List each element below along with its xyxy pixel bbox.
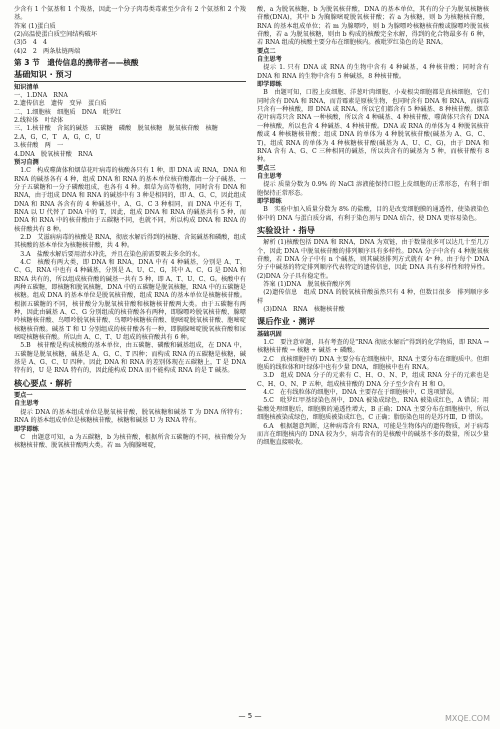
continued-text: 酸，a 为脱氧核糖，b 为脱氧核苷酸，DNA 的基本单位，其有的分子为脱氧核糖核苷酸(DNA)，其中 b 为胸腺嘧啶脱氧核苷酸；若 a 为核糖，则 b 为核糖核苷酸，RNA 的基本组成单位；若 m 为腺嘌呤，则 b 为腺嘌呤核糖核苷酸或腺嘌呤脱氧核苷酸，若 a 为脱氧核糖，则由 b 构成的核酸完全水解，得到的化合物最多有 6 种，若 RNA 组成的核酸主要分布在细胞核内。被吡罗红染色的是 RNA。	[257, 6, 489, 47]
watermark: MXQE.COM	[444, 714, 490, 723]
divider	[257, 328, 489, 329]
homework-item: 5.C 吡罗红甲基绿染色剂中，DNA 被染成绿色，RNA 被染成红色，A 错误；用盐酸处理细胞后，细胞膜的通透性增大，B 正确；DNA 主要分布在细胞核中，所以细胞核被染成绿色，细胞质被染成红色，C 正确；脂肪染色用的是苏丹Ⅲ，D 错误。	[257, 397, 489, 422]
self-test-item: 4.C 核酸有两大类，即 DNA 和 RNA，DNA 中有 4 种碱基，分别是 A、T、C、G，RNA 中也有 4 种碱基，分别是 A、U、C、G，其中 A、C、G 是 DNA 和 RNA 共有的，所以组成核苷酸的碱基一共有 5 种，即 A、T、U、C、G。核酸中有两种五碳糖，即核糖和脱氧核糖，DNA 中的五碳糖是脱氧核糖，RNA 中的五碳糖是核糖。组成 DNA 的基本单位是脱氧核苷酸，组成 RNA 的基本单位是核糖核苷酸。根据五碳糖的不同，核苷酸分为脱氧核苷酸和核糖核苷酸两大类。由于五碳糖有两种，因此由碱基 A、C、G 分别组成的核苷酸各有两种，即腺嘌呤脱氧核苷酸、腺嘌呤核糖核苷酸、鸟嘌呤脱氧核苷酸、鸟嘌呤核糖核苷酸、胞嘧啶脱氧核苷酸、胞嘧啶核糖核苷酸。碱基 T 和 U 分别组成的核苷酸各有一种，即胸腺嘧啶脱氧核苷酸和尿嘧啶核糖核苷酸。所以由 A、C、T、U 组成的核苷酸共有 6 种。	[14, 258, 246, 342]
think-heading: 自主思考	[257, 56, 282, 64]
list-item: 三、1.核苷酸 含氮的碱基 五碳糖 磷酸 脱氧核糖 脱氧核苷酸 核糖	[14, 125, 218, 133]
think-heading: 自主思考	[14, 400, 39, 408]
list-item: 3.核苷酸 两 一	[14, 142, 64, 150]
think-heading: 自主思考	[257, 172, 282, 180]
list-heading: 知识清单	[14, 83, 39, 91]
list-item: 2.A，G，C，T A，G，C，U	[14, 133, 101, 141]
think-text: 提示 DNA 的基本组成单位是脱氧核苷酸，脱氧核糖和碱基 T 为 DNA 所特有；RNA 的基本组成单位是核糖核苷酸，核糖和碱基 U 为 RNA 特有。	[14, 408, 246, 425]
intro-line: 少含有 1 个氨基和 1 个羧基，因此一个分子肉毒类毒素至少含有 2 个氨基和 2 个羧基。	[14, 6, 246, 22]
self-test-heading: 预习自测	[14, 158, 39, 166]
practice-heading: 即学即练	[257, 197, 282, 205]
point-heading: 要点一	[14, 392, 33, 400]
practice-heading: 即学即练	[257, 81, 282, 89]
homework-item: 2.C 真核细胞中的 DNA 主要分布在细胞核中，RNA 主要分布在细胞质中。但细胞质的线粒体和叶绿体中也有少量 DNA，细胞核中也有 RNA。	[257, 355, 489, 372]
self-test-item: 3.A 盐酸水解后要用清水冲洗，并且在染色前需要吸去多余的水。	[20, 250, 204, 258]
divider	[257, 236, 489, 237]
design-answer: 答案 (1)DNA 脱氧核苷酸序列	[263, 281, 351, 288]
point-heading: 要点二	[257, 47, 276, 55]
list-item: 二、1.细胞核 细胞质 DNA 吡罗红	[14, 108, 122, 116]
self-test-item: 5.B 核苷酸是构成核酸的基本单位，由五碳糖、磷酸和碱基组成，在 DNA 中，五碳糖是脱氧核糖，碱基是 A、G、C、T 四种；而构成 RNA 的五碳糖是核糖，碱基是 A、G、C、U 四种。因此 DNA 和 RNA 的差别体现在五碳糖上，T 是 DNA 特有的，U 是 RNA 特有的，因此能构成 DNA 而不能构成 RNA 的是 T 碱基。	[14, 342, 246, 375]
homework-item: 3.D 组成 DNA 分子的元素有 C、H、O、N、P，组成 RNA 分子的元素也是 C、H、O、N、P 五种，组成核苷酸的 DNA 分子至少含有 H 和 O。	[257, 372, 489, 388]
design-answer: (2)遗传信息 组成 DNA 的脱氧核苷酸虽然只有 4 种，但数目很多 排列顺序多样	[257, 289, 489, 305]
practice-heading: 即学即练	[14, 425, 39, 433]
practice-text: C 由题意可知，a 为五碳糖，b 为核苷酸，根据所含五碳糖的不同，核苷酸分为核糖核苷酸、脱氧核苷酸两大类。若 m 为胸腺嘧啶，	[14, 433, 246, 450]
section-title	[14, 59, 246, 67]
answer-line: 答案 (1)蛋白质	[14, 22, 56, 30]
homework-item: 6.A 根据题意判断，这种病毒含有 RNA，可能是生物体内的遗传物质，对于病毒而言在细胞核内的 DNA 较为少，病毒含有的是核酸中的碱基不多的数量，所以少量的细胞直接吸收。	[257, 422, 489, 447]
answer-line: (2)高温使蛋白质空间结构破坏	[14, 31, 98, 39]
answer-line: (4)2 2 两条肽链两端	[14, 47, 81, 55]
think-text: 提示 1. 只有 DNA 或 RNA 的生物中含有 4 种碱基，4 种核苷酸；同时含有 DNA 和 RNA 的生物中含有 5 种碱基，8 种核苷酸。	[257, 64, 489, 80]
core-heading: 核心要点 · 解析	[14, 377, 72, 388]
section-title-text: 第 3 节 遗传信息的携带者——核酸	[14, 58, 139, 68]
list-item: 一、1.DNA RNA	[14, 92, 68, 100]
homework-item: 4.C 在有线粒体的细胞中，DNA 主要存在于细胞核中，C 选项错误。	[263, 389, 459, 397]
list-item: 4.DNA 脱氧核苷酸 RNA	[14, 150, 93, 158]
practice-text: B 由题可知，口腔上皮细胞、洋葱叶肉细胞、小麦根尖细胞都是真核细胞，它们同时含有 DNA 和 RNA，而青霉素是原核生物，也同时含有 DNA 和 RNA，而病毒只含有一种核酸，即 DNA 或 RNA。所以它们都含有 5 种碱基、8 种核苷酸。烟草花叶病毒只含 RNA 一种核酸，所以含 4 种碱基、4 种核苷酸，噬菌体只含有 DNA 一种核酸，所以也含 4 种碱基、4 种核苷酸。DNA 或 RNA 的单体为 4 种脱氧核苷酸或 4 种核糖核苷酸；组成 DNA 的单体为 4 种脱氧核苷酸(碱基为 A、G、C、T)，组成 RNA 的单体为 4 种核糖核苷酸(碱基为 A、U、C、G)，由于 DNA 和 RNA 含有 A、G、C 三种相同的碱基，所以共含有的碱基为 5 种，而核苷酸有 8 种。	[257, 89, 489, 164]
basics-heading: 基础知识 · 预习	[14, 69, 72, 80]
self-test-item: 2.D 艾滋病病毒的核酸是 RNA，彻底水解后得到的核糖、含氮碱基和磷酸，组成其核酸的基本单位为核糖核苷酸，共 4 种。	[14, 233, 246, 250]
design-text: 解析 (1)核酸包括 DNA 和 RNA，DNA 为双链，由于数量很多可以达几十至几万个，因此 DNA 中脱氧核苷酸的排列顺序具有多样性。DNA 分子中含有 4 种脱氧核苷酸，若 DNA 分子中有 n 个碱基，则其碱基排列方式就有 4ⁿ 种。由于每个 DNA 分子中碱基的特定排列顺序代表特定的遗传信息，因此 DNA 具有多样性和特异性。(2)DNA 分子具有稳定性。	[257, 239, 489, 280]
left-column	[14, 6, 246, 451]
practice-text: B 实验中加入质量分数为 8% 的盐酸，目的是改变细胞膜的通透性，使染液染色体中的 DNA 与蛋白质分离，有利于染色剂与 DNA 结合，使 DNA 更容易染色。	[257, 206, 489, 222]
design-heading: 实验设计 · 指导	[257, 224, 315, 235]
list-item: 2.线粒体 叶绿体	[14, 117, 64, 125]
divider	[14, 81, 246, 82]
design-answer: (3)DNA RNA 核糖核苷酸	[263, 306, 345, 314]
page-number: — 5 —	[238, 712, 262, 720]
homework-item: 1.C 要注意审题，具有考查的是"RNA 彻底水解后"得到的化学物质，即 RNA → 核糖核苷酸 → 核糖 + 碱基 + 磷酸。	[257, 339, 489, 355]
self-test-item: 1.C 构成噬菌体和烟草花叶病毒的核酸各只有 1 种，即 DNA 或 RNA，DNA 和 RNA 的碱基各有 4 种，组成 DNA 和 RNA 的基本单位核苷酸都由一分子碱基、一分子五碳糖和一分子磷酸组成，也各有 4 种。烟草为高等植物，同时含有 DNA 和 RNA，由于组成 DNA 和 RNA 的碱基中有 3 种是相同的，即 A、G、C，因此组成 DNA 和 RNA 各含有的 4 种碱基中，A、G、C 3 种相同，而 DNA 中还有 T，RNA 以 U 代替了 DNA 中的 T，因此，组成 DNA 和 RNA 的碱基共有 5 种，而 DNA 和 RNA 中的核苷酸由于五碳糖不同，也就不同，所以构成 DNA 和 RNA 的核苷酸共有 8 种。	[14, 167, 246, 233]
base-heading: 基础巩固	[257, 330, 282, 338]
think-text: 提示 质量分数为 0.9% 的 NaCl 溶液能保持口腔上皮细胞的正常形态，有利于细胞保持正常形态。	[257, 181, 489, 197]
homework-heading: 课后作业 · 测评	[257, 316, 315, 327]
list-item: 2.遗传信息 遗传 变异 蛋白质	[14, 100, 107, 108]
answer-line: (3)5 4 4	[14, 39, 47, 47]
divider	[14, 389, 246, 390]
point-heading: 要点三	[257, 164, 276, 172]
right-column	[257, 6, 489, 448]
